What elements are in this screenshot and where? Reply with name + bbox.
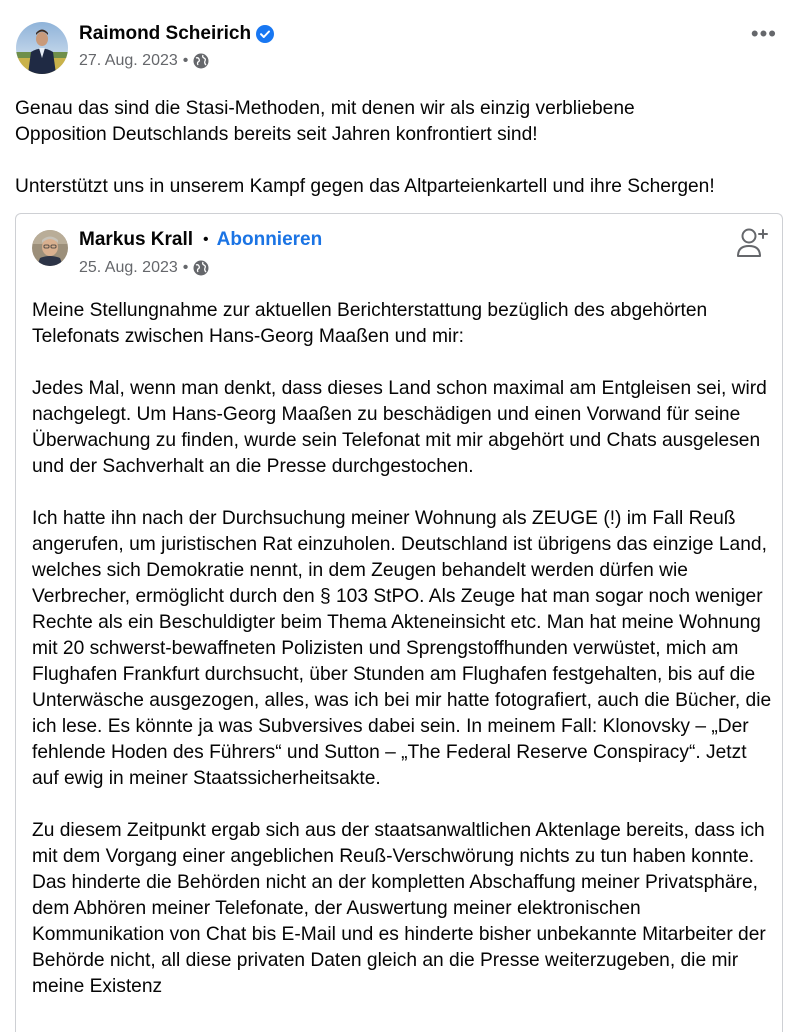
- verified-badge-icon: [256, 25, 274, 43]
- shared-date[interactable]: 25. Aug. 2023: [79, 259, 178, 276]
- post-header: [16, 22, 783, 78]
- shared-post: [15, 213, 783, 1032]
- post-text: [15, 96, 790, 226]
- author-name-text[interactable]: Raimond Scheirich: [79, 23, 252, 44]
- globe-icon: [193, 53, 209, 69]
- globe-icon: [193, 260, 209, 276]
- shared-paragraph: Meine Stellungnahme zur aktuellen Berichterstattung bezüglich des abgehörten Telefonats zwischen Hans-Georg Maaßen und mir:: [32, 300, 708, 347]
- add-friend-icon[interactable]: [736, 226, 770, 258]
- shared-paragraph: Zu diesem Zeitpunkt ergab sich aus der staatsanwaltlichen Aktenlage bereits, dass ich mit dem Vorgang einer angeblichen Reuß-Verschwörung nichts zu tun haben konnte. Das hinderte die Behörden nicht an der kompletten Abschaffung meiner Privatsphäre, dem Abhören meiner Telefonate, der Auswertung meiner elektronischen Kommunikation von Chat bis E-Mail und es hinderte bisher unbekannte Mitarbeiter der Behörde nicht, all diese privaten Daten gleich an die Presse weiterzugeben, die mir meine Existenz: [32, 820, 766, 997]
- shared-paragraph: Ich hatte ihn nach der Durchsuchung meiner Wohnung als ZEUGE (!) im Fall Reuß angerufen, um juristischen Rat einzuholen. Deutschland ist übrigens das einzige Land, welches sich Demokratie nennt, in dem Zeugen behandelt werden dürfen wie Verbrecher, ermöglicht durch den § 103 StPO. Als Zeuge hat man sogar noch weniger Rechte als ein Beschuldigter beim Thema Akteneinsicht etc. Man hat meine Wohnung mit 20 schwerst-bewaffneten Polizisten und Sprengstoffhunden verwüstet, mich am Flughafen Frankfurt durchsucht, über Stunden am Flughafen festgehalten, bis auf die Unterwäsche ausgezogen, alles, was ich bei mir hatte fotografiert, auch die Bücher, die ich lese. Es könnte ja was Subversives dabei sein. In meinem Fall: Klonovsky – „Der fehlende Hoden des Führers“ und Sutton – „The Federal Reserve Conspiracy“. Jetzt auf ewig in meiner Staatssicherheitsakte.: [32, 508, 772, 789]
- shared-paragraph: Jedes Mal, wenn man denkt, dass dieses Land schon maximal am Entgleisen sei, wird nachgelegt. Um Hans-Georg Maaßen zu beschädigen und einen Vorwand für seine Überwachung zu finden, wurde sein Telefonat mit mir abgehört und Chats ausgelesen und der Sachverhalt an die Presse durchgestochen.: [32, 378, 767, 477]
- author-name[interactable]: [79, 23, 274, 45]
- shared-meta: [79, 259, 209, 277]
- shared-post-text: [32, 298, 777, 1026]
- post-paragraph: Unterstützt uns in unserem Kampf gegen das Altparteienkartell und ihre Schergen!: [15, 176, 715, 197]
- more-options-button[interactable]: •••: [750, 21, 777, 46]
- name-separator: •: [203, 231, 209, 248]
- meta-separator: •: [182, 259, 189, 276]
- meta-separator: •: [182, 52, 189, 69]
- shared-author-name[interactable]: Markus Krall: [79, 229, 194, 250]
- post-date[interactable]: 27. Aug. 2023: [79, 52, 178, 69]
- author-avatar[interactable]: [16, 22, 68, 74]
- follow-button[interactable]: Abonnieren: [216, 229, 323, 250]
- post-meta: [79, 52, 209, 70]
- post-paragraph: Genau das sind die Stasi-Methoden, mit denen wir als einzig verbliebene Opposition Deutschlands bereits seit Jahren konfrontiert sind!: [15, 98, 635, 145]
- shared-author-avatar[interactable]: [32, 230, 68, 266]
- shared-author-row: [79, 229, 322, 251]
